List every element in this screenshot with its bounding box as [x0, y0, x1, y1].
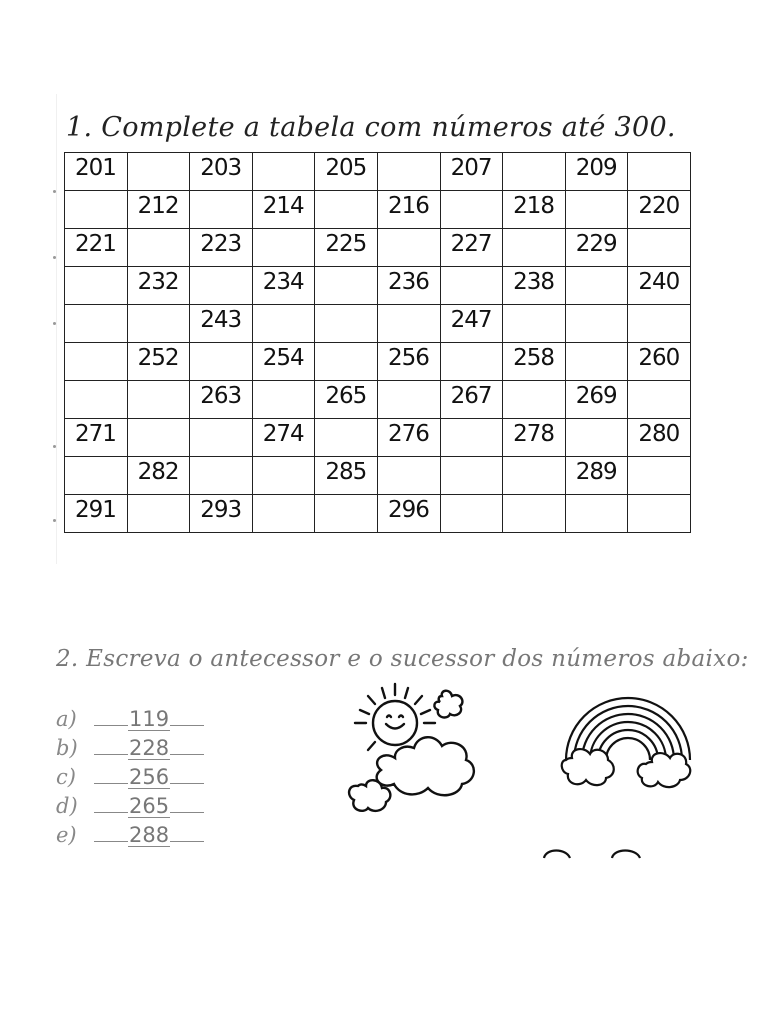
table-row [65, 153, 691, 191]
cell-number: 276 [387, 421, 429, 447]
empty-cell[interactable] [377, 229, 440, 267]
binder-hole-mark [53, 519, 56, 522]
number-cell [190, 381, 253, 419]
number-cell [190, 153, 253, 191]
rainbow-with-clouds-drawing [558, 680, 698, 792]
binder-hole-mark [53, 445, 56, 448]
list-item [56, 702, 204, 731]
cell-number: 218 [513, 193, 555, 219]
cell-number: 221 [75, 231, 116, 257]
empty-cell[interactable] [190, 267, 253, 305]
empty-cell[interactable] [65, 343, 128, 381]
number-cell [628, 191, 691, 229]
empty-cell[interactable] [565, 419, 628, 457]
empty-cell[interactable] [127, 419, 190, 457]
empty-cell[interactable] [65, 305, 128, 343]
cell-number: 282 [137, 459, 179, 485]
predecessor-blank[interactable] [94, 754, 128, 755]
cell-number: 278 [513, 421, 555, 447]
cell-number: 225 [325, 231, 367, 257]
number-cell [252, 343, 315, 381]
empty-cell[interactable] [65, 457, 128, 495]
empty-cell[interactable] [190, 419, 253, 457]
number-cell [190, 305, 253, 343]
predecessor-blank[interactable] [94, 725, 128, 726]
number-cell [127, 457, 190, 495]
number-cell [440, 305, 503, 343]
item-number: 119 [129, 707, 170, 731]
cell-number: 214 [262, 193, 304, 219]
number-cell [315, 381, 378, 419]
cell-number: 258 [513, 345, 555, 371]
list-item [56, 789, 204, 818]
item-label: d) [56, 794, 78, 818]
item-label: c) [56, 765, 76, 789]
number-cell [503, 343, 566, 381]
cell-number: 205 [325, 155, 367, 181]
cell-number: 203 [200, 155, 242, 181]
number-cell [377, 343, 440, 381]
empty-cell[interactable] [65, 267, 128, 305]
binder-hole-mark [53, 256, 56, 259]
number-cell [565, 457, 628, 495]
cell-number: 201 [75, 155, 116, 181]
cell-number: 254 [262, 345, 304, 371]
empty-cell[interactable] [628, 495, 691, 533]
successor-blank[interactable] [170, 841, 204, 842]
cell-number: 234 [262, 269, 304, 295]
empty-cell[interactable] [440, 343, 503, 381]
empty-cell[interactable] [315, 343, 378, 381]
number-cell [503, 191, 566, 229]
sun-with-clouds-drawing [338, 678, 488, 818]
empty-cell[interactable] [628, 153, 691, 191]
empty-cell[interactable] [565, 495, 628, 533]
empty-cell[interactable] [190, 457, 253, 495]
empty-cell[interactable] [315, 191, 378, 229]
cell-number: 293 [200, 497, 242, 523]
number-cell [127, 343, 190, 381]
number-cell [65, 153, 128, 191]
list-item [56, 760, 204, 789]
empty-cell[interactable] [315, 267, 378, 305]
question-2-title: 2. Escreva o antecessor e o sucessor dos números abaixo: [56, 646, 749, 672]
list-item [56, 731, 204, 760]
cell-number: 216 [387, 193, 429, 219]
empty-cell[interactable] [127, 153, 190, 191]
empty-cell[interactable] [440, 267, 503, 305]
empty-cell[interactable] [190, 191, 253, 229]
predecessor-blank[interactable] [94, 783, 128, 784]
empty-cell[interactable] [440, 495, 503, 533]
empty-cell[interactable] [315, 305, 378, 343]
item-number: 288 [129, 823, 170, 847]
table-row [65, 267, 691, 305]
number-cell [65, 419, 128, 457]
number-cell [252, 267, 315, 305]
number-cell [127, 191, 190, 229]
table-row [65, 229, 691, 267]
empty-cell[interactable] [127, 229, 190, 267]
table-row [65, 305, 691, 343]
empty-cell[interactable] [127, 305, 190, 343]
empty-cell[interactable] [565, 343, 628, 381]
item-label: e) [56, 823, 77, 847]
number-cell [628, 343, 691, 381]
item-number: 228 [129, 736, 170, 760]
cell-number: 207 [450, 155, 492, 181]
cell-number: 252 [137, 345, 179, 371]
predecessor-blank[interactable] [94, 841, 128, 842]
number-table [64, 152, 691, 533]
number-cell [377, 419, 440, 457]
empty-cell[interactable] [315, 495, 378, 533]
cell-number: 271 [75, 421, 116, 447]
number-cell [65, 229, 128, 267]
predecessor-successor-list [56, 702, 204, 847]
empty-cell[interactable] [127, 495, 190, 533]
number-cell [315, 153, 378, 191]
cell-number: 267 [450, 383, 492, 409]
empty-cell[interactable] [252, 153, 315, 191]
cell-number: 265 [325, 383, 367, 409]
cell-number: 223 [200, 231, 242, 257]
empty-cell[interactable] [503, 495, 566, 533]
empty-cell[interactable] [252, 229, 315, 267]
empty-cell[interactable] [628, 457, 691, 495]
empty-cell[interactable] [503, 229, 566, 267]
successor-blank[interactable] [170, 783, 204, 784]
table-row [65, 419, 691, 457]
cell-number: 238 [513, 269, 555, 295]
cell-number: 236 [387, 269, 429, 295]
number-cell [440, 153, 503, 191]
number-cell [315, 229, 378, 267]
number-cell [377, 191, 440, 229]
number-cell [252, 191, 315, 229]
page-edge-line [56, 94, 57, 564]
cell-number: 209 [575, 155, 617, 181]
number-cell [377, 495, 440, 533]
partial-drawing [540, 846, 650, 860]
empty-cell[interactable] [440, 191, 503, 229]
number-cell [565, 381, 628, 419]
empty-cell[interactable] [252, 305, 315, 343]
table-row [65, 457, 691, 495]
question-1-title: 1. Complete a tabela com números até 300. [66, 112, 676, 143]
binder-hole-mark [53, 322, 56, 325]
table-row [65, 495, 691, 533]
number-cell [252, 419, 315, 457]
empty-cell[interactable] [252, 495, 315, 533]
empty-cell[interactable] [503, 153, 566, 191]
empty-cell[interactable] [65, 381, 128, 419]
number-cell [440, 229, 503, 267]
item-label: a) [56, 707, 77, 731]
cell-number: 296 [387, 497, 429, 523]
item-label: b) [56, 736, 78, 760]
number-cell [628, 267, 691, 305]
cell-number: 229 [575, 231, 617, 257]
empty-cell[interactable] [628, 381, 691, 419]
number-cell [565, 153, 628, 191]
empty-cell[interactable] [377, 457, 440, 495]
list-item [56, 818, 204, 847]
cell-number: 289 [575, 459, 617, 485]
successor-blank[interactable] [170, 725, 204, 726]
empty-cell[interactable] [565, 305, 628, 343]
cell-number: 260 [638, 345, 680, 371]
number-cell [190, 495, 253, 533]
number-cell [190, 229, 253, 267]
number-cell [503, 419, 566, 457]
empty-cell[interactable] [440, 457, 503, 495]
empty-cell[interactable] [565, 191, 628, 229]
cell-number: 247 [450, 307, 492, 333]
empty-cell[interactable] [628, 229, 691, 267]
empty-cell[interactable] [315, 419, 378, 457]
number-cell [127, 267, 190, 305]
cell-number: 227 [450, 231, 492, 257]
empty-cell[interactable] [377, 381, 440, 419]
empty-cell[interactable] [252, 381, 315, 419]
cell-number: 280 [638, 421, 680, 447]
empty-cell[interactable] [565, 267, 628, 305]
empty-cell[interactable] [628, 305, 691, 343]
empty-cell[interactable] [65, 191, 128, 229]
cell-number: 220 [638, 193, 680, 219]
number-cell [65, 495, 128, 533]
item-number: 265 [129, 794, 170, 818]
number-cell [377, 267, 440, 305]
empty-cell[interactable] [127, 381, 190, 419]
table-row [65, 381, 691, 419]
table-row [65, 191, 691, 229]
cell-number: 243 [200, 307, 242, 333]
empty-cell[interactable] [377, 153, 440, 191]
empty-cell[interactable] [377, 305, 440, 343]
empty-cell[interactable] [503, 381, 566, 419]
cell-number: 240 [638, 269, 680, 295]
number-cell [628, 419, 691, 457]
successor-blank[interactable] [170, 754, 204, 755]
cell-number: 232 [137, 269, 179, 295]
number-cell [565, 229, 628, 267]
cell-number: 212 [137, 193, 179, 219]
empty-cell[interactable] [252, 457, 315, 495]
empty-cell[interactable] [503, 305, 566, 343]
number-cell [503, 267, 566, 305]
cell-number: 269 [575, 383, 617, 409]
cell-number: 256 [387, 345, 429, 371]
cell-number: 285 [325, 459, 367, 485]
cell-number: 263 [200, 383, 242, 409]
number-cell [315, 457, 378, 495]
cell-number: 274 [262, 421, 304, 447]
empty-cell[interactable] [503, 457, 566, 495]
cell-number: 291 [75, 497, 116, 523]
table-row [65, 343, 691, 381]
empty-cell[interactable] [190, 343, 253, 381]
predecessor-blank[interactable] [94, 812, 128, 813]
successor-blank[interactable] [170, 812, 204, 813]
item-number: 256 [129, 765, 170, 789]
empty-cell[interactable] [440, 419, 503, 457]
binder-hole-mark [53, 190, 56, 193]
number-cell [440, 381, 503, 419]
